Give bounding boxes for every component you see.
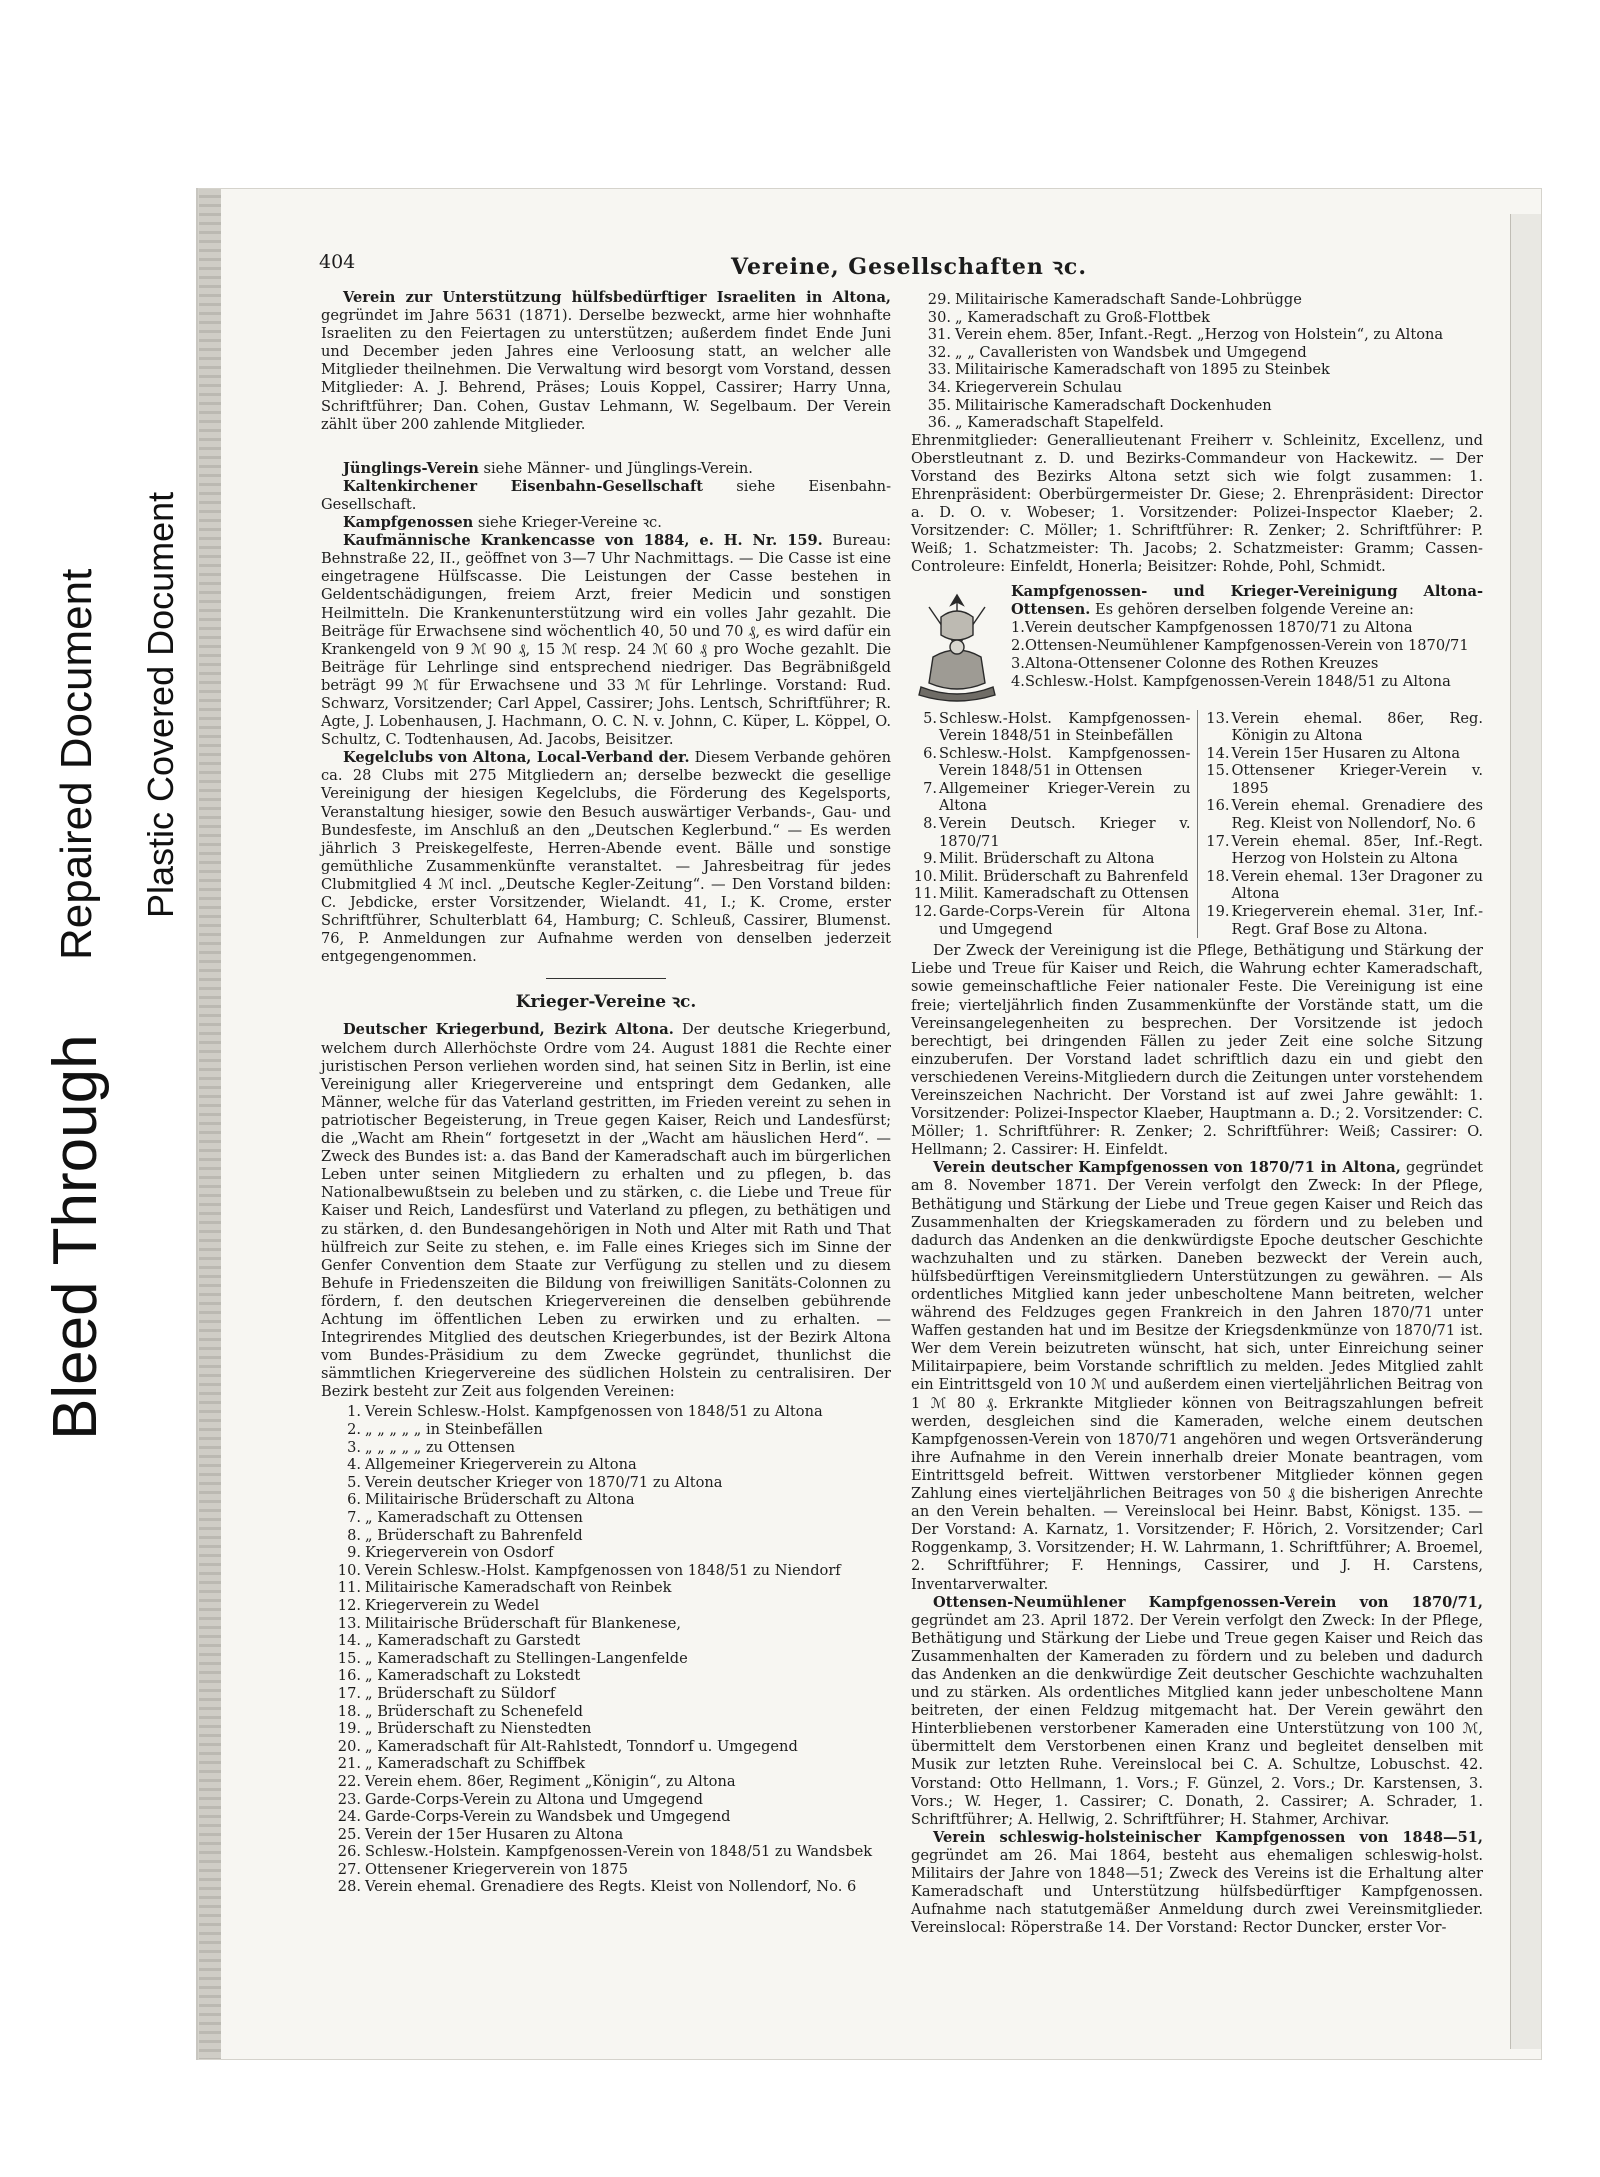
list-item-text: Garde-Corps-Verein für Altona und Umgegend: [939, 903, 1191, 938]
entry-title: Verein deutscher Kampfgenossen von 1870/71 in Altona,: [933, 1159, 1401, 1177]
entry-body: gegründet am 26. Mai 1864, besteht aus ehemaligen schleswig-holst. Militairs der Jahre von 1848—51; Zweck des Vereins ist die Erhaltung alter Kameradschaft und Unterstützung hülfsbedürftiger Kampfgenossen. Aufnahme nach statutgemäßer Anmeldung durch zwei Vereinsmitglieder. Vereinslocal: Röperstraße 14. Der Vorstand: Rector Duncker, erster Vor-: [911, 1846, 1483, 1937]
list-item-number: 36.: [927, 414, 951, 432]
entry-body: Der Zweck der Vereinigung ist die Pflege, Bethätigung und Stärkung der Liebe und Treue für Kaiser und Reich, die Wahrung echter Kameradschaft, sowie gemeinschaftliche Feier nationaler Feste. Die Vereinigung ist eine freie; vierteljährlich finden Zusammenkünfte der Vorstände statt, um die Vereinsangelegenheiten zu besprechen. Der Vorsitzende ist jedoch berechtigt, bei dringenden Fällen zu jeder Zeit eine solche Sitzung einzuberufen. Der Vorstand ladet schriftlich dazu ein und giebt den verschiedenen Vereins-Mitgliedern durch die Zeitungen unter vorstehendem Vereinszeichen Nachricht. Der Vorstand ist auf zwei Jahre gewählt: 1. Vorsitzender: Polizei-Inspector Klaeber, Hauptmann a. D.; 2. Vorsitzender: C. Möller; 1. Schriftführer: R. Zenker; 2. Schriftführer: Weiß; Cassirer: O. Hellmann; 2. Cassirer: H. Einfeldt.: [911, 942, 1483, 1159]
list-item-text: Militairische Kameradschaft von 1895 zu Steinbek: [955, 361, 1330, 379]
list-item-number: 1.: [347, 1403, 361, 1421]
list-item-text: „ Brüderschaft zu Schenefeld: [365, 1702, 583, 1720]
list-item-text: „ Kameradschaft zu Stellingen-Langenfelde: [365, 1649, 688, 1667]
list-item: [321, 1773, 891, 1791]
vereinigung-list-col2: [1197, 710, 1484, 939]
entry-krankencasse: [321, 532, 891, 749]
list-item-text: Milit. Kameradschaft zu Ottensen: [939, 885, 1189, 903]
list-item: [1204, 745, 1484, 763]
entry-verein-1870: [911, 1159, 1483, 1593]
list-item-number: 18.: [1206, 867, 1230, 885]
list-item-text: „ „ „ „ „ zu Ottensen: [365, 1438, 515, 1456]
list-item: [911, 815, 1191, 850]
list-item-text: Garde-Corps-Verein zu Wandsbek und Umgegend: [365, 1808, 731, 1826]
war-trophy-emblem-icon: [911, 587, 1003, 705]
list-item: [321, 1509, 891, 1527]
entry-title: Deutscher Kriegerbund, Bezirk Altona.: [343, 1021, 674, 1039]
list-item-number: 14.: [1206, 744, 1230, 762]
list-item-number: 13.: [1206, 709, 1230, 727]
list-item: [911, 745, 1191, 780]
list-item: [321, 1579, 891, 1597]
list-item-text: Verein Schlesw.-Holst. Kampfgenossen von 1848/51 zu Niendorf: [365, 1561, 841, 1579]
list-item-number: 4.: [347, 1456, 361, 1474]
list-item: [321, 1703, 891, 1721]
list-item-number: 28.: [337, 1878, 361, 1896]
list-item: [911, 309, 1483, 327]
list-item-number: 16.: [1206, 797, 1230, 815]
list-item-number: 30.: [927, 308, 951, 326]
list-item-text: Milit. Brüderschaft zu Bahrenfeld: [939, 867, 1189, 885]
list-item: [321, 1843, 891, 1861]
list-item: [321, 1439, 891, 1457]
list-item: [911, 885, 1191, 903]
repaired-document-label: Repaired Document: [52, 568, 101, 960]
list-item-text: Ottensen-Neumühlener Kampfgenossen-Verein von 1870/71: [1024, 636, 1469, 654]
emblem-image: [911, 587, 1003, 705]
list-item-text: „ Brüderschaft zu Nienstedten: [365, 1720, 592, 1738]
entry-body: gegründet im Jahre 5631 (1871). Derselbe bezweckt, arme hier wohnhafte Israeliten zu den Feiertagen zu unterstützen; außerdem findet Ende Juni und December jeden Jahres eine Verloosung statt, an welcher alle Mitglieder theilnehmen. Die Verwaltung wird besorgt vom Vorstand, dessen Mitglieder: A. J. Behrend, Präses; Louis Koppel, Cassirer; Harry Unna, Schriftführer; Dan. Cohen, Gustav Lehmann, W. Segelbaum. Der Verein zählt über 200 zahlende Mitglieder.: [321, 307, 891, 433]
list-item-number: 20.: [337, 1737, 361, 1755]
list-item: [321, 1456, 891, 1474]
list-item-number: 9.: [923, 850, 937, 868]
list-item-number: 13.: [337, 1614, 361, 1632]
list-item-number: 23.: [337, 1790, 361, 1808]
list-item: [321, 1632, 891, 1650]
list-item-number: 11.: [337, 1579, 361, 1597]
list-item-text: Schlesw.-Holst. Kampfgenossen-Verein 1848/51 zu Altona: [1024, 672, 1451, 690]
list-item: [1204, 762, 1484, 797]
list-item-number: 33.: [927, 361, 951, 379]
list-item-text: Allgemeiner Kriegerverein zu Altona: [365, 1456, 637, 1474]
list-item-text: „ Kameradschaft zu Groß-Flottbek: [955, 308, 1210, 326]
list-item: [911, 361, 1483, 379]
entry-juenglings: [321, 460, 891, 478]
list-item-number: 16.: [337, 1667, 361, 1685]
list-item-number: 5.: [347, 1473, 361, 1491]
section-title: Krieger-Vereine ꝛc.: [515, 992, 697, 1013]
entry-body: Es gehören derselben folgende Vereine an:: [1094, 600, 1414, 618]
list-item-text: „ Kameradschaft zu Schiffbek: [365, 1755, 586, 1773]
entry-body: gegründet am 23. April 1872. Der Verein verfolgt den Zweck: In der Pflege, Bethätigung und Stärkung der Liebe und Treue gegen Kaiser und Reich das Zusammenhalten der Kameraden zu fördern und zu beleben und dadurch das Andenken an die denkwürdige Zeit deutscher Geschichte wachzuhalten und zu stärken. Als ordentliches Mitglied kann jeder unbescholtene Mann beitreten, der einen Feldzug mitgemacht hat. Der Verein gewährt den Hinterbliebenen verstorbener Kameraden eine Unterstützung von 100 ℳ, übermittelt dem Verstorbenen einen Kranz und begleitet denselben mit Musik zur letzten Ruhe. Vereinslocal bei C. A. Schultze, Lobuschst. 42. Vorstand: Otto Hellmann, 1. Vors.; F. Günzel, 2. Vors.; Dr. Karstensen, 3. Vors.; W. Heger, 1. Cassirer; C. Donath, 2. Cassirer; A. Schrader, 1. Schriftführer; A. Hellwig, 2. Schriftführer; H. Stahmer, Archivar.: [911, 1611, 1483, 1828]
list-item-number: 27.: [337, 1860, 361, 1878]
entry-title: Ottensen-Neumühlener Kampfgenossen-Verein von 1870/71,: [933, 1593, 1483, 1611]
list-item: [321, 1597, 891, 1615]
list-item-number: 21.: [337, 1755, 361, 1773]
bleed-through-label: Bleed Through: [41, 1034, 110, 1440]
list-item: [911, 780, 1191, 815]
list-item-number: 19.: [1206, 903, 1230, 921]
list-item-text: Verein deutscher Krieger von 1870/71 zu Altona: [365, 1473, 723, 1491]
list-item-text: Schlesw.-Holstein. Kampfgenossen-Verein von 1848/51 zu Wandsbek: [365, 1843, 873, 1861]
list-item: [1204, 833, 1484, 868]
bezirk-verein-list-continued: [911, 291, 1483, 432]
list-item-number: 2.: [1011, 636, 1025, 654]
list-item-number: 3.: [347, 1438, 361, 1456]
list-item-number: 1.: [1011, 618, 1025, 636]
list-item: [911, 326, 1483, 344]
right-column: [911, 289, 1483, 1937]
list-item: [911, 379, 1483, 397]
running-head: Vereine, Gesellschaften ꝛc.: [731, 254, 1087, 280]
entry-schleswig-holstein: [911, 1829, 1483, 1938]
entry-body: siehe Eisenbahn-Gesellschaft.: [321, 477, 892, 513]
list-item-number: 6.: [923, 744, 937, 762]
list-item-number: 12.: [337, 1596, 361, 1614]
list-item-text: Schlesw.-Holst. Kampfgenossen-Verein 1848/51 in Ottensen: [939, 744, 1191, 780]
list-item-number: 17.: [337, 1684, 361, 1702]
list-item-number: 9.: [347, 1544, 361, 1562]
list-item: [321, 1650, 891, 1668]
list-item: [321, 1791, 891, 1809]
list-item: [321, 1615, 891, 1633]
list-item-text: Garde-Corps-Verein zu Altona und Umgegend: [365, 1790, 703, 1808]
list-item-number: 31.: [927, 326, 951, 344]
list-item: [321, 1878, 891, 1896]
vereinigung-list-col1: [911, 710, 1191, 939]
list-item: [321, 1667, 891, 1685]
list-item-text: Militairische Kameradschaft von Reinbek: [365, 1579, 672, 1597]
list-item: [911, 868, 1191, 886]
list-item-text: Militairische Brüderschaft für Blankenese,: [365, 1614, 682, 1632]
list-item-text: Verein ehemal. Grenadiere des Reg. Kleist von Nollendorf, No. 6: [1231, 797, 1483, 833]
list-item-text: Verein ehemal. Grenadiere des Regts. Kleist von Nollendorf, No. 6: [365, 1878, 857, 1896]
list-item: [1204, 797, 1484, 832]
entry-vereinigung: [911, 583, 1483, 1160]
list-item-text: Verein 15er Husaren zu Altona: [1231, 744, 1461, 762]
list-item-text: Verein der 15er Husaren zu Altona: [365, 1825, 624, 1843]
list-item-number: 8.: [347, 1526, 361, 1544]
entry-kriegerbund: [321, 1021, 891, 1401]
list-item-number: 35.: [927, 396, 951, 414]
page-header: [319, 251, 1499, 281]
list-item-text: Altona-Ottensener Colonne des Rothen Kreuzes: [1024, 654, 1379, 672]
list-item: [321, 1527, 891, 1545]
entry-title: Kaufmännische Krankencasse von 1884, e. H. Nr. 159.: [343, 532, 823, 550]
entry-israeliten: [321, 289, 891, 434]
list-item: [321, 1403, 891, 1421]
list-item-number: 25.: [337, 1825, 361, 1843]
list-item-text: Kriegerverein ehemal. 31er, Inf.-Regt. Graf Bose zu Altona.: [1231, 903, 1483, 938]
list-item-number: 5.: [923, 709, 937, 727]
list-item: [321, 1474, 891, 1492]
list-item-text: Ottensener Krieger-Verein v. 1895: [1231, 762, 1483, 797]
list-item-text: „ Brüderschaft zu Bahrenfeld: [365, 1526, 583, 1544]
list-item: [1204, 710, 1484, 745]
entry-kegelclubs: [321, 749, 891, 966]
list-item: [321, 1544, 891, 1562]
list-item-text: „ Kameradschaft zu Lokstedt: [365, 1667, 581, 1685]
vereinigung-list-columns: [911, 710, 1483, 939]
list-item-number: 7.: [347, 1509, 361, 1526]
list-item-text: Verein ehem. 86er, Regiment „Königin“, zu Altona: [365, 1772, 736, 1790]
list-item-text: „ Kameradschaft Stapelfeld.: [955, 414, 1164, 432]
entry-body: Der deutsche Kriegerbund, welchem durch Allerhöchste Ordre vom 24. August 1881 die Rechte einer juristischen Person verliehen worden sind, hat seinen Sitz in Berlin, ist eine Vereinigung aller Kriegervereine und entspringt dem Gedanken, alle Männer, welche für das Vaterland gestritten, im Frieden vereint zu sehen in patriotischer Begeisterung, in Treue gegen Kaiser, Reich und Landesfürst; die „Wacht am Rhein“ fortgesetzt in der „Wacht am häuslichen Herd“. — Zweck des Bundes ist: a. das Band der Kameradschaft auch im bürgerlichen Leben unter seinen Mitgliedern zu erhalten und zu pflegen, b. das Nationalbewußtsein zu beleben und zu stärken, c. die Liebe und Treue für Kaiser und Reich, Landesfürst und Vaterland zu pflegen, zu bethätigen und zu stärken, d. den Bundesangehörigen in Noth und Alter mit Rath und That hülfreich zur Seite zu stehen, e. im Falle eines Krieges sich im Sinne der Genfer Convention dem Staate zur Verfügung zu stellen und zu diesem Behufe in Friedenszeiten die Bildung von freiwilligen Sanitäts-Colonnen zu fördern, f. den deutschen Kriegervereinen die denselben gebührende Achtung im öffentlichen Leben zu erwirken und zu erhalten. — Integrirendes Mitglied des deutschen Kriegerbundes, ist der Bezirk Altona vom Bundes-Präsidium zu dem Zwecke gegründet, thunlichst die sämmtlichen Kriegervereine des südlichen Holstein zu centralisiren. Der Bezirk besteht zur Zeit aus folgenden Vereinen:: [321, 1021, 892, 1401]
list-item-number: 3.: [1011, 654, 1025, 672]
left-column: [321, 289, 891, 1896]
list-item-text: Verein ehemal. 13er Dragoner zu Altona: [1231, 867, 1483, 903]
list-item-number: 10.: [913, 867, 937, 885]
list-item: [911, 850, 1191, 868]
entry-ehrenmitglieder: Ehrenmitglieder: Generallieutenant Freiherr v. Schleinitz, Excellenz, und Oberstleutnant z. D. und Bezirks-Commandeur von Hackewitz. — Der Vorstand des Bezirks Altona setzt sich wie folgt zusammen: 1. Ehrenpräsident: Oberbürgermeister Dr. Giese; 2. Ehrenpräsident: Director a. D. O. v. Wobeser; 1. Vorsitzender: Polizei-Inspector Klaeber; 2. Vorsitzender: C. Möller; 1. Schriftführer: R. Zenker; 2. Schriftführer: P. Weiß; 1. Schatzmeister: Th. Jacobs; 2. Schatzmeister: Gramm; Cassen-Controleure: Einfeldt, Honerla; Beisitzer: Rohde, Pohl, Schmidt.: [911, 431, 1483, 576]
list-item-text: Kriegerverein von Osdorf: [365, 1544, 554, 1562]
section-divider: [546, 978, 666, 979]
entry-kaltenkirchener: [321, 478, 891, 514]
list-item: [911, 710, 1191, 745]
entry-title: Kampfgenossen- und Krieger-Vereinigung Altona-Ottensen.: [1011, 582, 1483, 618]
entry-body: Bureau: Behnstraße 22, II., geöffnet von 3—7 Uhr Nachmittags. — Die Casse ist eine eingetragene Hülfscasse. Die Leistungen der Casse bestehen in Geldentschädigungen, freiem Arzt, freier Medicin und sonstigen Heilmitteln. Die Krankenunterstützung wird ein volles Jahr gezahlt. Die Beiträge für Erwachsene sind wöchentlich 40, 50 und 70 ₰, es wird dafür ein Krankengeld von 9 ℳ 90 ₰, 15 ℳ resp. 24 ℳ 60 ₰ pro Woche gezahlt. Die Beiträge für Lehrlinge sind entsprechend niedriger. Das Begräbnißgeld beträgt 99 ℳ für Erwachsene und 33 ℳ für Lehrlinge. Vorstand: Rud. Schwarz, Vorsitzender; Carl Appel, Cassirer; Johs. Lentsch, Schriftführer; R. Agte, J. Lobenhausen, J. Hachmann, O. C. N. v. Johnn, C. Küper, L. Köppel, O. Schultz, C. Todtenhausen, Ad. Jacobs, Beisitzer.: [321, 532, 891, 749]
entry-title: Kaltenkirchener Eisenbahn-Gesellschaft: [343, 477, 703, 495]
list-item-text: „ „ Cavalleristen von Wandsbek und Umgegend: [955, 343, 1307, 361]
entry-neumuehlen: [911, 1594, 1483, 1829]
list-item-text: Kriegerverein Schulau: [955, 378, 1123, 396]
list-item: [321, 1562, 891, 1580]
list-item-text: Militairische Kameradschaft Sande-Lohbrügge: [955, 291, 1302, 308]
list-item: [321, 1826, 891, 1844]
page-binding-edge: [199, 189, 221, 2059]
page-number: 404: [319, 251, 356, 273]
list-item: [1204, 903, 1484, 938]
list-item: [321, 1861, 891, 1879]
plastic-covered-label: Plastic Covered Document: [140, 491, 181, 918]
list-item: [321, 1685, 891, 1703]
list-item: [321, 1755, 891, 1773]
list-item-number: 8.: [923, 815, 937, 833]
entry-body: Diesem Verbande gehören ca. 28 Clubs mit 275 Mitgliedern an; derselbe bezweckt die gesellige Vereinigung der hiesigen Kegelclubs, die Förderung des Kegelsports, Veranstaltung hiesiger, sowie den Besuch auswärtiger Verbands-, Gau- und Bundesfeste, im Anschluß an den „Deutschen Keglerbund.“ — Es werden jährlich 3 Preiskegelfeste, Herren-Abende event. Bälle und sonstige gemüthliche Zusammenkünfte veranstaltet. — Jahresbeitrag für jedes Clubmitglied 4 ℳ incl. „Deutsche Kegler-Zeitung“. — Den Vorstand bilden: C. Jebdicke, erster Vorsitzender, Wielandt. 41, I.; K. Crome, erster Schriftführer, Schulterblatt 64, Hamburg; C. Schleuß, Cassirer, Blumenst. 76, P. Anmeldungen zur Aufnahme werden von denselben jederzeit entgegengenommen.: [321, 749, 891, 966]
list-item: [911, 344, 1483, 362]
list-item-text: Ottensener Kriegerverein von 1875: [365, 1860, 629, 1878]
list-item: [1204, 868, 1484, 903]
list-item: [911, 414, 1483, 432]
page-spine-edge: [1510, 214, 1541, 2049]
entry-title: Kegelclubs von Altona, Local-Verband der.: [343, 749, 690, 767]
list-item-text: Verein Deutsch. Krieger v. 1870/71: [939, 815, 1191, 850]
list-item: [911, 291, 1483, 309]
list-item-text: „ Kameradschaft zu Garstedt: [365, 1632, 581, 1650]
entry-title: Kampfgenossen: [343, 514, 474, 532]
document-page: [198, 188, 1542, 2060]
list-item-number: 22.: [337, 1772, 361, 1790]
list-item-text: „ Kameradschaft für Alt-Rahlstedt, Tonndorf u. Umgegend: [365, 1737, 798, 1755]
list-item-number: 26.: [337, 1843, 361, 1861]
list-item: [321, 1421, 891, 1439]
list-item-text: Verein ehemal. 86er, Reg. Königin zu Altona: [1231, 709, 1483, 745]
bezirk-verein-list: [321, 1403, 891, 1896]
list-item-number: 10.: [337, 1561, 361, 1579]
list-item: [321, 1808, 891, 1826]
list-item-number: 6.: [347, 1491, 361, 1509]
list-item: [321, 1491, 891, 1509]
list-item-number: 19.: [337, 1720, 361, 1738]
list-item-text: „ Brüderschaft zu Süldorf: [365, 1684, 556, 1702]
side-labels: [0, 0, 200, 2177]
list-item-text: Milit. Brüderschaft zu Altona: [939, 850, 1155, 868]
list-item-text: „ Kameradschaft zu Ottensen: [365, 1509, 583, 1526]
list-item-text: Verein Schlesw.-Holst. Kampfgenossen von 1848/51 zu Altona: [365, 1403, 823, 1421]
list-item: [321, 1720, 891, 1738]
list-item-text: Verein ehemal. 85er, Inf.-Regt. Herzog von Holstein zu Altona: [1231, 832, 1483, 868]
entry-title: Verein zur Unterstützung hülfsbedürftiger Israeliten in Altona,: [343, 289, 891, 306]
list-item-number: 14.: [337, 1632, 361, 1650]
entry-kampfgenossen: [321, 514, 891, 532]
list-item-text: Militairische Kameradschaft Dockenhuden: [955, 396, 1272, 414]
list-item: [321, 1738, 891, 1756]
list-item-number: 7.: [923, 779, 937, 797]
list-item-text: Schlesw.-Holst. Kampfgenossen-Verein 1848/51 in Steinbefällen: [939, 709, 1191, 745]
entry-body: siehe Männer- und Jünglings-Verein.: [483, 459, 753, 477]
list-item-text: Kriegerverein zu Wedel: [365, 1596, 540, 1614]
list-item-number: 32.: [927, 343, 951, 361]
list-item-number: 29.: [927, 291, 951, 308]
list-item-number: 15.: [1206, 762, 1230, 780]
entry-body: siehe Krieger-Vereine ꝛc.: [477, 514, 662, 532]
list-item-number: 4.: [1011, 672, 1025, 690]
list-item-number: 11.: [913, 885, 937, 903]
list-item-number: 2.: [347, 1421, 361, 1439]
list-item-text: Verein deutscher Kampfgenossen 1870/71 zu Altona: [1024, 618, 1413, 636]
list-item-number: 34.: [927, 378, 951, 396]
list-item-text: Militairische Brüderschaft zu Altona: [365, 1491, 635, 1509]
entry-title: Verein schleswig-holsteinischer Kampfgenossen von 1848—51,: [933, 1828, 1483, 1846]
list-item: [911, 903, 1191, 938]
list-item-number: 15.: [337, 1649, 361, 1667]
entry-body: gegründet am 8. November 1871. Der Verein verfolgt den Zweck: In der Pflege, Bethätigung und Stärkung der Liebe und Treue gegen Kaiser und Reich das Zusammenhalten der Kriegskameraden zu fördern und zu beleben und dadurch das Andenken an die denkwürdigste Epoche deutscher Geschichte wachzuhalten und zu stärken. Daneben bezweckt der Verein auch, hülfsbedürftigen Vereinsmitgliedern Unterstützungen zu gewähren. — Als ordentliches Mitglied kann jeder unbescholtene Mann beitreten, welcher während des Feldzuges gegen Frankreich in den Jahren 1870/71 unter Waffen gestanden hat und im Besitze der Kriegsdenkmünze von 1870/71 ist. Wer dem Verein beizutreten wünscht, hat sich, unter Einreichung seiner Militairpapiere, beim Vorstande schriftlich zu melden. Jedes Mitglied zahlt ein Eintrittsgeld von 10 ℳ und außerdem einen vierteljährlichen Beitrag von 1 ℳ 80 ₰. Erkrankte Mitglieder können von Beitragszahlungen befreit werden, desgleichen sind die Kameraden, welche einem deutschen Kampfgenossen-Verein von 1870/71 angehören und wegen Ortsveränderung ihre Aufnahme in den Verein innerhalb dreier Monate beantragen, vom Eintrittsgeld befreit. Wittwen verstorbener Mitglieder können gegen Zahlung eines vierteljährlichen Beitrages von 50 ₰ die bisherigen Anrechte an den Verein behalten. — Vereinslocal bei Heinr. Babst, Königst. 135. — Der Vorstand: A. Karnatz, 1. Vorsitzender; F. Hörich, 2. Vorsitzender; Carl Roggenkamp, 3. Vorsitzender; H. W. Lahrmann, 1. Schriftführer; A. Broemel, 2. Schriftführer; F. Hennings, Cassirer, und J. H. Carstens, Inventarverwalter.: [911, 1159, 1483, 1593]
list-item-text: Verein ehem. 85er, Infant.-Regt. „Herzog von Holstein“, zu Altona: [955, 326, 1444, 344]
list-item: [911, 397, 1483, 415]
list-item-text: Allgemeiner Krieger-Verein zu Altona: [939, 779, 1191, 815]
entry-title: Jünglings-Verein: [343, 459, 479, 477]
list-item-number: 24.: [337, 1808, 361, 1826]
list-item-number: 18.: [337, 1702, 361, 1720]
list-item-number: 12.: [913, 903, 937, 921]
list-item-number: 17.: [1206, 832, 1230, 850]
list-item-text: „ „ „ „ „ in Steinbefällen: [365, 1421, 543, 1439]
